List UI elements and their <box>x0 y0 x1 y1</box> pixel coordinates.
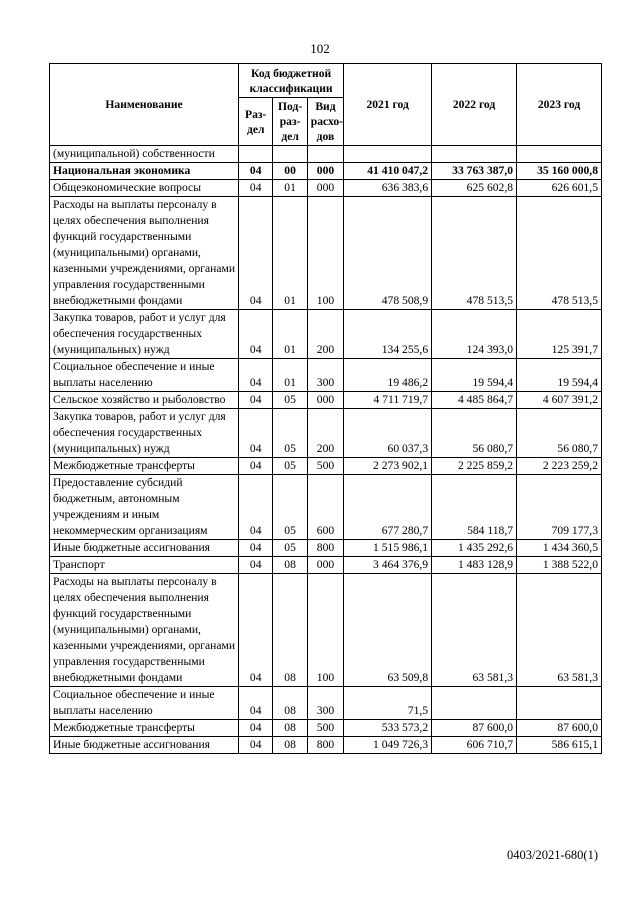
row-2021-cell: 478 508,9 <box>344 197 432 310</box>
table-row <box>50 687 602 720</box>
header-2021: 2021 год <box>344 64 432 146</box>
row-name-cell: Закупка товаров, работ и услуг для обеспечения государственных (муниципальных) нужд <box>50 409 239 458</box>
row-2021-cell: 677 280,7 <box>344 475 432 540</box>
header-code-group: Код бюджетной классификации <box>239 64 344 98</box>
header-podrazdel: Под-раз-дел <box>273 98 307 146</box>
row-2023-cell: 2 223 259,2 <box>517 458 602 475</box>
row-2023-cell: 63 581,3 <box>517 574 602 687</box>
row-2022-cell: 478 513,5 <box>432 197 517 310</box>
table-row <box>50 197 602 310</box>
table-row <box>50 458 602 475</box>
row-2023-cell: 87 600,0 <box>517 720 602 737</box>
row-name-cell: Расходы на выплаты персоналу в целях обеспечения выполнения функций государственными (муниципальными) органами, казенными учреждениями, органами управления государственными внебюджетными фондами <box>50 197 239 310</box>
table-row <box>50 310 602 359</box>
row-razdel-cell <box>239 146 273 163</box>
table-row <box>50 359 602 392</box>
row-2021-cell: 41 410 047,2 <box>344 163 432 180</box>
table-row <box>50 557 602 574</box>
row-podrazdel-cell: 00 <box>273 163 307 180</box>
row-2022-cell: 606 710,7 <box>432 737 517 754</box>
row-razdel-cell: 04 <box>239 392 273 409</box>
row-razdel-cell: 04 <box>239 163 273 180</box>
row-razdel-cell: 04 <box>239 359 273 392</box>
row-podrazdel-cell: 08 <box>273 687 307 720</box>
table-row <box>50 146 602 163</box>
row-2021-cell: 71,5 <box>344 687 432 720</box>
row-name-cell: Закупка товаров, работ и услуг для обеспечения государственных (муниципальных) нужд <box>50 310 239 359</box>
row-2022-cell: 1 483 128,9 <box>432 557 517 574</box>
row-vid-cell: 600 <box>307 475 343 540</box>
row-2021-cell: 19 486,2 <box>344 359 432 392</box>
row-razdel-cell: 04 <box>239 197 273 310</box>
row-name-cell: Социальное обеспечение и иные выплаты населению <box>50 359 239 392</box>
row-2023-cell: 1 388 522,0 <box>517 557 602 574</box>
row-razdel-cell: 04 <box>239 458 273 475</box>
row-name-cell: Транспорт <box>50 557 239 574</box>
row-podrazdel-cell: 08 <box>273 737 307 754</box>
row-vid-cell: 200 <box>307 409 343 458</box>
row-2021-cell: 2 273 902,1 <box>344 458 432 475</box>
row-podrazdel-cell: 08 <box>273 574 307 687</box>
row-podrazdel-cell: 05 <box>273 475 307 540</box>
row-name-cell: Предоставление субсидий бюджетным, автономным учреждениям и иным некоммерческим организациям <box>50 475 239 540</box>
row-2023-cell <box>517 687 602 720</box>
row-2023-cell: 35 160 000,8 <box>517 163 602 180</box>
row-2023-cell: 4 607 391,2 <box>517 392 602 409</box>
row-2022-cell: 2 225 859,2 <box>432 458 517 475</box>
header-2022: 2022 год <box>432 64 517 146</box>
row-vid-cell <box>307 146 343 163</box>
row-2022-cell <box>432 146 517 163</box>
row-2023-cell: 709 177,3 <box>517 475 602 540</box>
row-name-cell: Межбюджетные трансферты <box>50 720 239 737</box>
row-podrazdel-cell: 01 <box>273 310 307 359</box>
footer-document-code: 0403/2021-680(1) <box>507 848 598 862</box>
row-vid-cell: 800 <box>307 737 343 754</box>
header-vid: Вид расхо-дов <box>307 98 343 146</box>
page-number: 102 <box>310 41 330 56</box>
row-2021-cell: 60 037,3 <box>344 409 432 458</box>
row-2022-cell: 584 118,7 <box>432 475 517 540</box>
row-podrazdel-cell <box>273 146 307 163</box>
row-name-cell: Иные бюджетные ассигнования <box>50 540 239 557</box>
table-row <box>50 475 602 540</box>
row-vid-cell: 500 <box>307 720 343 737</box>
row-2022-cell: 4 485 864,7 <box>432 392 517 409</box>
row-razdel-cell: 04 <box>239 475 273 540</box>
row-2021-cell: 63 509,8 <box>344 574 432 687</box>
row-2022-cell: 63 581,3 <box>432 574 517 687</box>
table-row <box>50 392 602 409</box>
row-2021-cell: 1 515 986,1 <box>344 540 432 557</box>
row-vid-cell: 200 <box>307 310 343 359</box>
row-2022-cell: 33 763 387,0 <box>432 163 517 180</box>
table-row <box>50 737 602 754</box>
row-2023-cell: 19 594,4 <box>517 359 602 392</box>
row-razdel-cell: 04 <box>239 310 273 359</box>
row-2021-cell: 1 049 726,3 <box>344 737 432 754</box>
row-razdel-cell: 04 <box>239 687 273 720</box>
row-razdel-cell: 04 <box>239 409 273 458</box>
row-vid-cell: 000 <box>307 180 343 197</box>
row-2022-cell: 56 080,7 <box>432 409 517 458</box>
row-vid-cell: 800 <box>307 540 343 557</box>
row-2022-cell: 1 435 292,6 <box>432 540 517 557</box>
row-vid-cell: 100 <box>307 197 343 310</box>
row-podrazdel-cell: 01 <box>273 180 307 197</box>
row-2022-cell: 124 393,0 <box>432 310 517 359</box>
row-2021-cell: 636 383,6 <box>344 180 432 197</box>
row-podrazdel-cell: 01 <box>273 197 307 310</box>
row-vid-cell: 100 <box>307 574 343 687</box>
row-name-cell: Сельское хозяйство и рыболовство <box>50 392 239 409</box>
header-razdel: Раз-дел <box>239 98 273 146</box>
row-vid-cell: 300 <box>307 359 343 392</box>
row-2023-cell: 56 080,7 <box>517 409 602 458</box>
row-2023-cell: 1 434 360,5 <box>517 540 602 557</box>
row-podrazdel-cell: 08 <box>273 720 307 737</box>
row-2022-cell: 19 594,4 <box>432 359 517 392</box>
table-row <box>50 574 602 687</box>
table-row <box>50 540 602 557</box>
row-2021-cell: 3 464 376,9 <box>344 557 432 574</box>
header-name: Наименование <box>50 64 239 146</box>
row-2021-cell: 4 711 719,7 <box>344 392 432 409</box>
row-2021-cell: 134 255,6 <box>344 310 432 359</box>
row-vid-cell: 000 <box>307 557 343 574</box>
row-razdel-cell: 04 <box>239 557 273 574</box>
row-name-cell: Социальное обеспечение и иные выплаты населению <box>50 687 239 720</box>
row-vid-cell: 000 <box>307 163 343 180</box>
row-2023-cell: 125 391,7 <box>517 310 602 359</box>
row-2023-cell: 586 615,1 <box>517 737 602 754</box>
row-name-cell: Иные бюджетные ассигнования <box>50 737 239 754</box>
row-vid-cell: 300 <box>307 687 343 720</box>
row-name-cell: Расходы на выплаты персоналу в целях обеспечения выполнения функций государственными (муниципальными) органами, казенными учреждениями, органами управления государственными внебюджетными фондами <box>50 574 239 687</box>
table-row <box>50 720 602 737</box>
row-2022-cell: 625 602,8 <box>432 180 517 197</box>
row-razdel-cell: 04 <box>239 180 273 197</box>
row-podrazdel-cell: 05 <box>273 458 307 475</box>
table-row <box>50 180 602 197</box>
row-2023-cell: 478 513,5 <box>517 197 602 310</box>
table-row <box>50 163 602 180</box>
row-2022-cell: 87 600,0 <box>432 720 517 737</box>
budget-table <box>49 63 602 754</box>
row-razdel-cell: 04 <box>239 720 273 737</box>
row-2023-cell: 626 601,5 <box>517 180 602 197</box>
row-podrazdel-cell: 01 <box>273 359 307 392</box>
row-2022-cell <box>432 687 517 720</box>
row-name-cell: (муниципальной) собственности <box>50 146 239 163</box>
row-name-cell: Общеэкономические вопросы <box>50 180 239 197</box>
row-2021-cell <box>344 146 432 163</box>
row-2023-cell <box>517 146 602 163</box>
row-podrazdel-cell: 05 <box>273 540 307 557</box>
row-podrazdel-cell: 08 <box>273 557 307 574</box>
row-name-cell: Межбюджетные трансферты <box>50 458 239 475</box>
row-razdel-cell: 04 <box>239 540 273 557</box>
row-podrazdel-cell: 05 <box>273 392 307 409</box>
row-2021-cell: 533 573,2 <box>344 720 432 737</box>
row-razdel-cell: 04 <box>239 737 273 754</box>
row-name-cell: Национальная экономика <box>50 163 239 180</box>
row-podrazdel-cell: 05 <box>273 409 307 458</box>
header-2023: 2023 год <box>517 64 602 146</box>
table-row <box>50 409 602 458</box>
row-vid-cell: 500 <box>307 458 343 475</box>
row-vid-cell: 000 <box>307 392 343 409</box>
row-razdel-cell: 04 <box>239 574 273 687</box>
